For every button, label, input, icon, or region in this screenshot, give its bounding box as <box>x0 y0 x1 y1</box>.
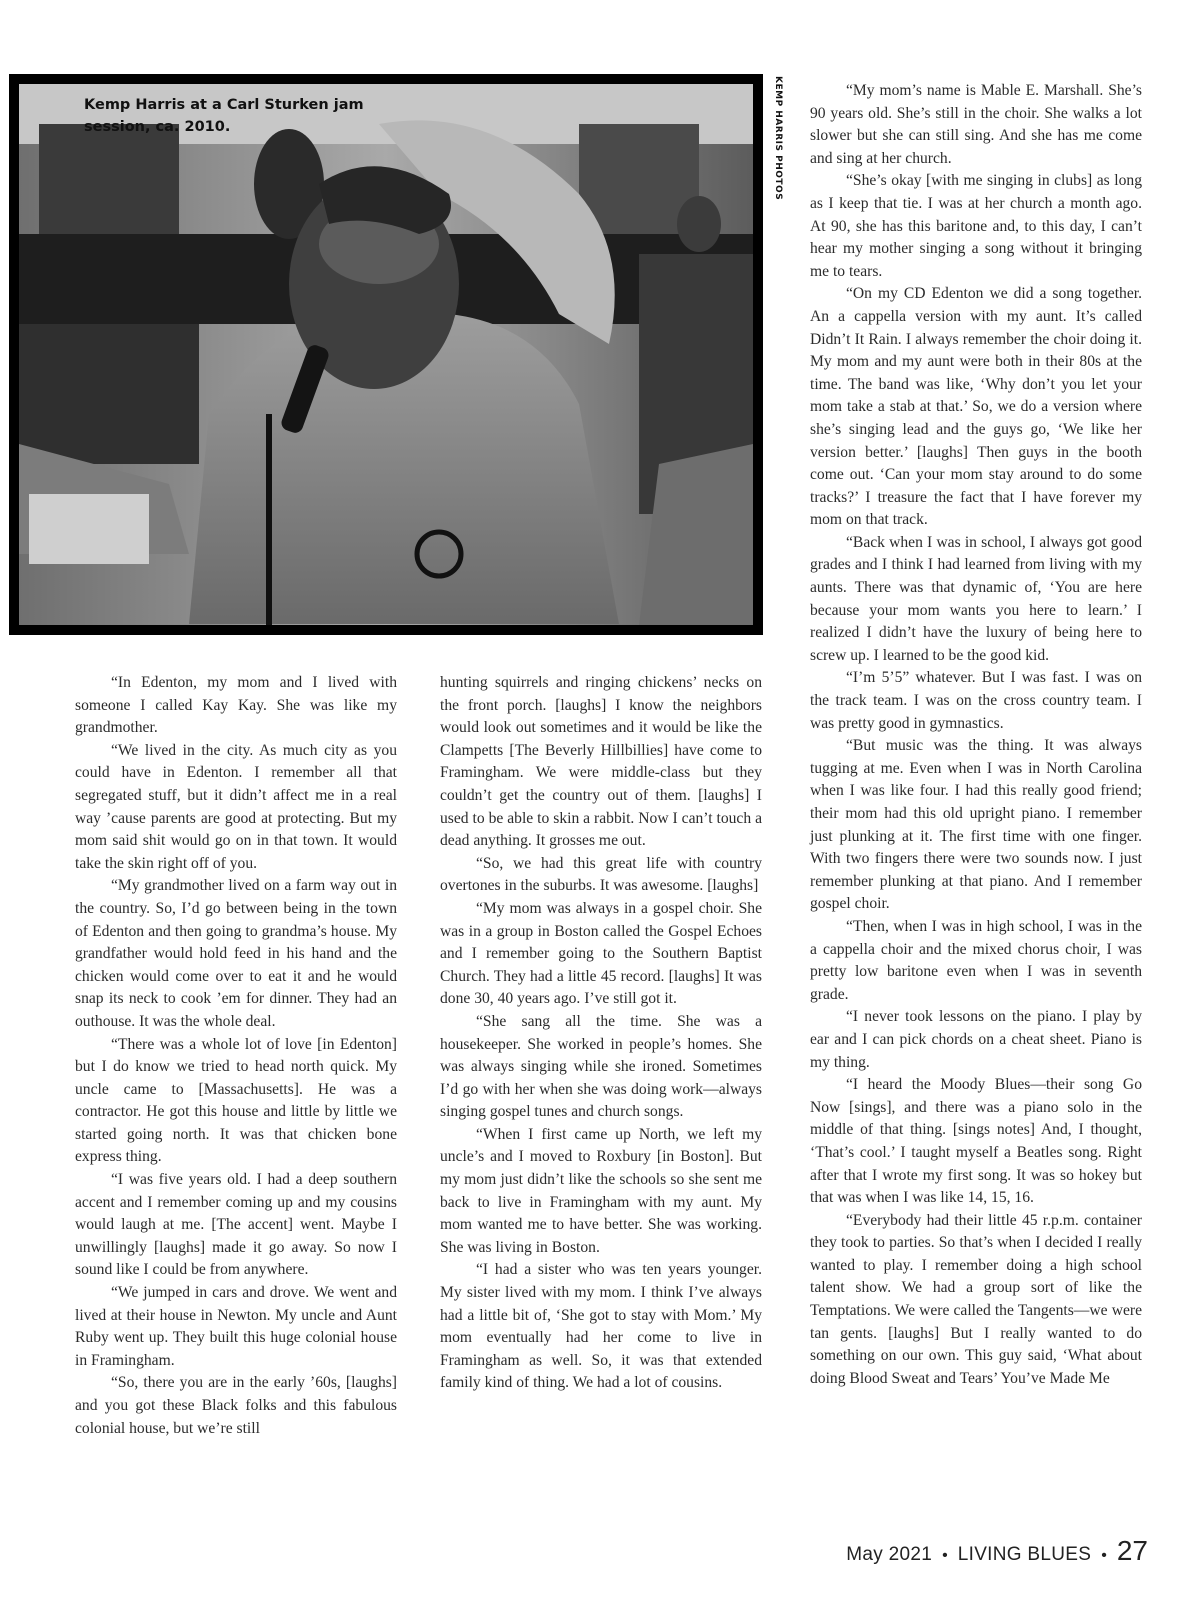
paragraph: “I heard the Moody Blues—their song Go Now [sings], and there was a piano solo in the middle of that thing. [sings notes] And, I thought, ‘That’s cool.’ I taught myself a Beatles song. Right after that I wrote my first song. It was so hokey but that was when I was like 14, 15, 16. <box>810 1076 1142 1207</box>
photo-caption: Kemp Harris at a Carl Sturken jam session, ca. 2010. <box>84 97 364 135</box>
paragraph: “I was five years old. I had a deep southern accent and I remember coming up and my cousins would laugh at me. [The accent] went. Maybe I unwillingly [laughs] made it go away. So now I sound like I could be from anywhere. <box>75 1171 397 1279</box>
photo-frame <box>9 74 763 635</box>
paragraph: “My mom was always in a gospel choir. She was in a group in Boston called the Gospel Echoes and I remember going to the Southern Baptist Church. They had a little 45 record. [laughs] It was done 30, 40 years ago. I’ve still got it. <box>440 899 762 1008</box>
paragraph: “I had a sister who was ten years younger. My sister lived with my mom. I think I’ve always had a little bit of, ‘She got to stay with Mom.’ My mom eventually had her come to live in Framingham as well. So, it was that extended family kind of thing. We had a lot of cousins. <box>440 1261 762 1392</box>
article-column-3 <box>810 80 1142 1390</box>
page-footer <box>846 1535 1148 1567</box>
bullet-separator: • <box>1101 1547 1107 1564</box>
photo-credit <box>769 76 785 216</box>
paragraph: hunting squirrels and ringing chickens’ necks on the front porch. [laughs] I know the neighbors would look out sometimes and it would be like the Clampetts [The Beverly Hillbillies] have come to Framingham. We were middle-class but they couldn’t get the country out of them. [laughs] I used to be able to skin a rabbit. Now I can’t touch a dead anything. It grosses me out. <box>440 674 762 850</box>
paragraph: “Back when I was in school, I always got good grades and I think I had learned from living with my aunts. There was that dynamic of, ‘You are here because your mom wants you here to learn.’ I realized I didn’t have the luxury of being here to screw up. I learned to be the good kid. <box>810 533 1142 664</box>
article-column-1 <box>75 672 397 1440</box>
bullet-separator: • <box>942 1547 948 1564</box>
paragraph: “We jumped in cars and drove. We went and lived at their house in Newton. My uncle and Aunt Ruby went up. They built this huge colonial house in Framingham. <box>75 1284 397 1369</box>
photo-image <box>19 84 753 625</box>
paragraph: “Everybody had their little 45 r.p.m. container they took to parties. So that’s when I decided I really wanted to play. I remember doing a high school talent show. We had a group sort of like the Temptations. We were called the Tangents—we were tan gents. [laughs] But I really wanted to do something on our own. This guy said, ‘What about doing Blood Sweat and Tears’ You’ve Made Me <box>810 1211 1142 1387</box>
paragraph: “On my CD Edenton we did a song together. An a cappella version with my aunt. It’s called Didn’t It Rain. I always remember the choir doing it. My mom and my aunt were both in their 80s at the time. The band was like, ‘Why don’t you let your mom take a stab at that.’ So, we do a version where she’s singing lead and the guys go, ‘We like her version better.’ [laughs] Then guys in the booth come out. ‘Can your mom stay around to do some tracks?’ I treasure the fact that I have forever my mom on that track. <box>810 285 1142 529</box>
paragraph: “So, we had this great life with country overtones in the suburbs. It was awesome. [laughs] <box>440 854 762 895</box>
magazine-name: LIVING BLUES <box>957 1544 1092 1565</box>
paragraph: “When I first came up North, we left my uncle’s and I moved to Roxbury [in Boston]. But my mom just didn’t like the schools so she sent me back to live in Framingham with my aunt. My mom wanted me to have better. She was working. She was living in Boston. <box>440 1125 762 1256</box>
paragraph: “My grandmother lived on a farm way out in the country. So, I’d go between being in the town of Edenton and then going to grandma’s house. My grandfather would hold feed in his hand and the chicken would come over to eat it and he would snap its neck to cook ’em for dinner. They had an outhouse. It was the whole deal. <box>75 877 397 1030</box>
paragraph: “There was a whole lot of love [in Edenton] but I do know we tried to head north quick. My uncle came to [Massachusetts]. He was a contractor. He got this house and little by little we started going north. It was that chicken bone express thing. <box>75 1035 397 1166</box>
paragraph: “We lived in the city. As much city as you could have in Edenton. I remember all that segregated stuff, but it didn’t affect me in a real way ’cause parents are good at protecting. But my mom said shit would go on in that town. It would take the skin right off of you. <box>75 741 397 872</box>
article-column-2 <box>440 672 762 1395</box>
paragraph: “In Edenton, my mom and I lived with someone I called Kay Kay. She was like my grandmother. <box>75 674 397 737</box>
paragraph: “I never took lessons on the piano. I play by ear and I can pick chords on a cheat sheet. Piano is my thing. <box>810 1008 1142 1071</box>
page-number: 27 <box>1116 1535 1148 1566</box>
paragraph: “Then, when I was in high school, I was in the a cappella choir and the mixed chorus choir, I was pretty low baritone even when I was in seventh grade. <box>810 917 1142 1003</box>
photo-credit-text: KEMP HARRIS PHOTOS <box>773 76 783 201</box>
paragraph: “So, there you are in the early ’60s, [laughs] and you got these Black folks and this fabulous colonial house, but we’re still <box>75 1374 397 1437</box>
paragraph: “She sang all the time. She was a housekeeper. She worked in people’s homes. She was always singing while she ironed. Sometimes I’d go with her when she was doing work—always singing gospel tunes and church songs. <box>440 1012 762 1121</box>
paragraph: “She’s okay [with me singing in clubs] as long as I keep that tie. I was at her church a month ago. At 90, she has this baritone and, to this day, I can’t hear my mother singing a song without it bringing me to tears. <box>810 172 1142 280</box>
photo-kemp-harris <box>19 84 753 625</box>
paragraph: “My mom’s name is Mable E. Marshall. She’s 90 years old. She’s still in the choir. She walks a lot slower but she can still sing. And she has me come and sing at her church. <box>810 82 1142 167</box>
paragraph: “I’m 5’5” whatever. But I was fast. I was on the track team. I was on the cross country team. I was pretty good in gymnastics. <box>810 669 1142 732</box>
paragraph: “But music was the thing. It was always tugging at me. Even when I was in North Carolina when I was like four. I had this really good friend; their mom had this old upright piano. I remember just plunking at it. The first time with one finger. With two fingers there were two sounds now. I just remember plunking at that piano. And I remember gospel choir. <box>810 737 1142 913</box>
issue-date: May 2021 <box>846 1544 933 1565</box>
